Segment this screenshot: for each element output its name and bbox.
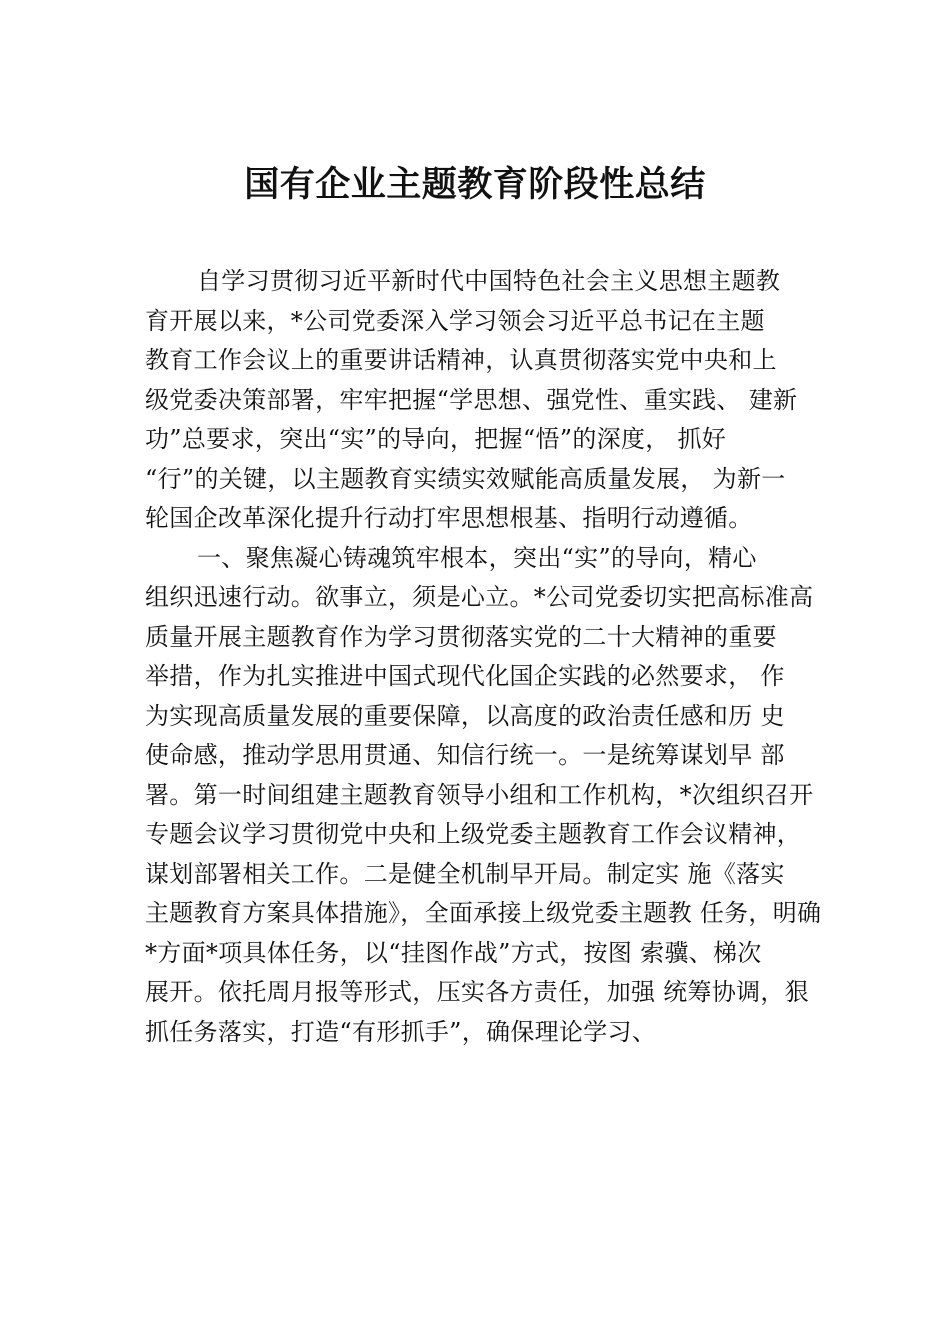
paragraph-line: 展开。依托周月报等形式，压实各方责任，加强 统筹协调，狠 <box>145 978 810 1006</box>
paragraph-line: 级党委决策部署，牢牢把握“学思想、强党性、重实践、 建新 <box>145 385 798 414</box>
paragraph-line: 使命感，推动学思用贯通、知信行统一。一是统筹谋划早 部 <box>145 741 785 769</box>
paragraph-line: 为实现高质量发展的重要保障，以高度的政治责任感和历 史 <box>145 701 785 730</box>
paragraph-line: 举措，作为扎实推进中国式现代化国企实践的必然要求， 作 <box>145 662 785 690</box>
section-heading-line: 一、聚焦凝心铸魂筑牢根本，突出“实”的导向，精心 <box>197 543 757 572</box>
paragraph-line: 教育工作会议上的重要讲话精神，认真贯彻落实党中央和上 <box>145 346 777 374</box>
paragraph-line: 主题教育方案具体措施》，全面承接上级党委主题教 任务，明确 <box>145 899 822 927</box>
paragraph-line: 功”总要求，突出“实”的导向，把握“悟”的深度， 抓好 <box>145 425 727 453</box>
paragraph-line: 质量开展主题教育作为学习贯彻落实党的二十大精神的重要 <box>145 622 777 651</box>
paragraph-line: *方面*项具体任务，以“挂图作战”方式，按图 索骥、梯次 <box>145 938 762 967</box>
paragraph-line: 谋划部署相关工作。二是健全机制早开局。制定实 施《落实 <box>145 859 785 888</box>
paragraph-line: 抓任务落实，打造“有形抓手”，确保理论学习、 <box>145 1017 657 1046</box>
document-body <box>145 262 845 1052</box>
paragraph-line: “行”的关键，以主题教育实绩实效赋能高质量发展， 为新一 <box>145 464 786 493</box>
paragraph-line: 自学习贯彻习近平新时代中国特色社会主义思想主题教 <box>197 267 781 295</box>
document-title: 国有企业主题教育阶段性总结 <box>244 164 706 205</box>
paragraph-line: 组织迅速行动。欲事立，须是心立。*公司党委切实把高标准高 <box>145 583 814 611</box>
paragraph-line: 轮国企改革深化提升行动打牢思想根基、指明行动遵循。 <box>145 504 753 532</box>
paragraph-line: 专题会议学习贯彻党中央和上级党委主题教育工作会议精神， <box>145 820 802 848</box>
paragraph-line: 育开展以来，*公司党委深入学习领会习近平总书记在主题 <box>145 306 765 335</box>
paragraph-line: 署。第一时间组建主题教育领导小组和工作机构，*次组织召开 <box>145 780 814 809</box>
